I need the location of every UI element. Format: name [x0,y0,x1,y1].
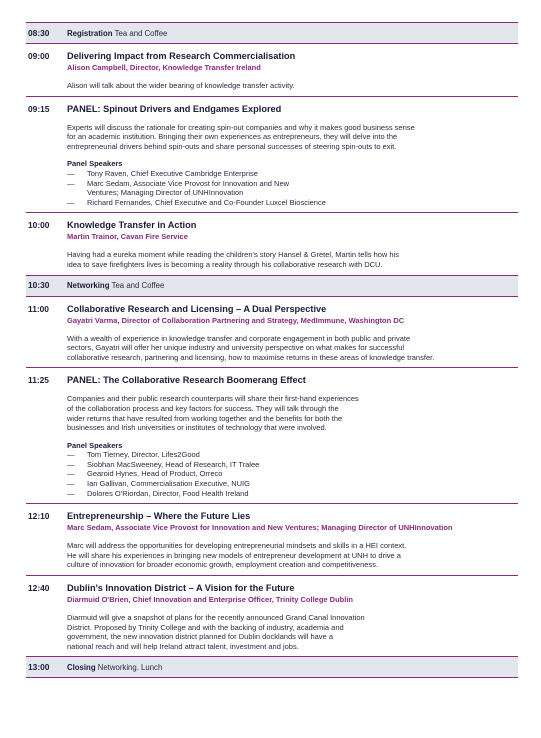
session-title: PANEL: The Collaborative Research Boomerang Effect [67,375,306,386]
session-content [67,582,518,651]
session-content [67,23,518,44]
description-line: With a wealth of experience in knowledge transfer and corporate engagement in both public and private [67,333,411,343]
session-content [67,275,518,296]
panel-speaker [67,179,516,198]
description-line: Having had a eureka moment while reading the children's story Hansel & Gretel, Martin tells how his [67,250,400,260]
panel-speaker-line: Tom Tierney, Director, Lifes2Good [87,450,200,460]
description-line: culture of innovation for broader economic growth, employment creation and competitiveness. [67,560,378,570]
description-line: businesses and Irish universities or institutes of technology that were involved. [67,423,327,433]
session-content [67,510,518,570]
panel-speaker [67,489,516,499]
session-time: 10:00 [28,220,50,231]
agenda-row [26,576,518,657]
session-speaker: Martin Trainor, Cavan Fire Service [67,232,188,242]
agenda-table [26,22,518,678]
agenda-row [26,368,518,504]
session-time: 12:10 [28,511,50,522]
panel-speaker-list [67,450,516,498]
panel-speaker-line: Richard Fernandes, Chief Executive and Co-Founder Luxcel Bioscience [87,197,326,207]
session-description [67,541,516,570]
panel-speaker-line: Marc Sedam, Associate Vice Provost for Innovation and New [87,178,290,188]
session-description [67,394,516,432]
agenda-row [26,23,518,44]
description-line: for an academic institution. Bringing their own experiences as entrepreneurs, they will delve into the [67,132,398,142]
agenda-row [26,97,518,214]
list-dash: — [67,450,75,460]
description-line: idea to save firefighters lives is becoming a reality through his collaborative research with DCU. [67,259,383,269]
session-time: 12:40 [28,583,50,594]
description-line: Diarmuid will give a snapshot of plans for the recently announced Grand Canal Innovation [67,613,365,623]
description-line: government, the new innovation district planned for Dublin docklands will have a [67,632,333,642]
description-line: collaborative research, partnering and licensing, how to maximise returns in these areas of knowledge transfer. [67,352,435,362]
agenda-row [26,44,518,97]
session-label: Registration [67,28,113,38]
session-description [67,81,516,91]
session-content [67,374,518,498]
session-content [67,657,518,678]
panel-speakers-heading: Panel Speakers [67,159,123,169]
description-line: Marc will address the opportunities for developing entrepreneurial mindsets and skills in a HEI context. [67,541,407,551]
panel-speaker-text [87,198,326,208]
panel-speaker-line: Dolores O'Riordan, Director, Food Health Ireland [87,488,249,498]
session-time: 13:00 [28,661,50,672]
panel-speaker-line: Ventures; Managing Director of UNHInnovation [87,188,244,198]
panel-speaker [67,198,516,208]
session-content [67,303,518,363]
session-detail: Tea and Coffee [111,281,165,291]
description-line: wider returns that have resulted from working together and the benefits for both the [67,413,343,423]
session-content [67,219,518,269]
panel-speaker-text [87,460,259,470]
description-line: entrepreneurial drivers behind spin-outs and share personal successes of steering spin-outs to exit. [67,141,397,151]
description-line: sectors, Gayatri will offer her unique industry and university perspective on what makes for successful [67,343,405,353]
session-label: Networking [67,281,110,291]
panel-speaker-line: Gearoid Hynes, Head of Product, Orreco [87,469,223,479]
session-speaker: Gayatri Varma, Director of Collaboration Partnering and Strategy, MedImmune, Washington DC [67,315,405,325]
agenda-row [26,213,518,275]
session-title: Delivering Impact from Research Commercialisation [67,51,296,61]
session-content [67,103,518,208]
agenda-row [26,276,518,297]
panel-speaker [67,450,516,460]
session-title: Entrepreneurship – Where the Future Lies [67,511,251,522]
panel-speaker-text [87,469,222,479]
session-time: 10:30 [28,280,50,291]
session-description [67,334,516,363]
session-time: 09:15 [28,103,50,114]
panel-speaker-text [87,169,258,179]
list-dash: — [67,459,75,469]
panel-speaker-text [87,179,289,198]
session-title: PANEL: Spinout Drivers and Endgames Explored [67,103,282,114]
session-speaker: Alison Campbell, Director, Knowledge Transfer Ireland [67,63,261,72]
session-title: Dublin's Innovation District – A Vision for the Future [67,583,295,594]
description-line: District. Proposed by Trinity College and with the backing of industry, academia and [67,622,344,632]
session-time: 08:30 [28,27,50,38]
agenda-row [26,297,518,369]
description-line: Alison will talk about the wider bearing of knowledge transfer activity. [67,81,295,90]
session-title: Collaborative Research and Licensing – A Dual Perspective [67,303,327,314]
list-dash: — [67,178,75,188]
session-time: 11:25 [28,375,49,386]
session-time: 09:00 [28,51,50,61]
panel-speaker-text [87,479,250,489]
agenda-row [26,504,518,576]
description-line: national reach and will help Ireland attract talent, investment and jobs. [67,641,299,651]
list-dash: — [67,197,75,207]
description-line: Experts will discuss the rationale for creating spin-out companies and why it makes good business sense [67,122,415,132]
panel-speaker-text [87,489,249,499]
panel-speaker [67,469,516,479]
list-dash: — [67,168,75,178]
panel-speaker [67,460,516,470]
panel-speaker [67,479,516,489]
session-title: Knowledge Transfer in Action [67,220,197,231]
panel-speaker-line: Ian Gallivan, Commercialisation Executive, NUIG [87,479,250,489]
session-detail: Tea and Coffee [114,28,168,38]
description-line: He will share his experiences in bringing new models of entrepreneur development at UNH to drive a [67,550,401,560]
panel-speaker [67,169,516,179]
session-description [67,250,516,269]
panel-speaker-line: Siobhan MacSweeney, Head of Research, IT Tralee [87,459,260,469]
panel-speaker-text [87,450,200,460]
session-label: Closing [67,662,96,672]
panel-speaker-line: Tony Raven, Chief Executive Cambridge Enterprise [87,168,258,178]
session-speaker: Marc Sedam, Associate Vice Provost for Innovation and New Ventures; Managing Director of UNHInnovation [67,523,453,533]
description-line: of the collaboration process and key factors for success. They will talk through the [67,403,339,413]
agenda-row [26,657,518,678]
session-time: 11:00 [28,303,49,314]
list-dash: — [67,469,75,479]
panel-speakers-heading: Panel Speakers [67,440,123,450]
list-dash: — [67,488,75,498]
session-description [67,613,516,651]
session-speaker: Diarmuid O'Brien, Chief Innovation and Enterprise Officer, Trinity College Dublin [67,595,353,605]
panel-speaker-list [67,169,516,207]
session-detail: Networking. Lunch [97,662,163,672]
description-line: Companies and their public research counterparts will share their first-hand experiences [67,394,359,404]
session-description [67,123,516,152]
session-content [67,50,518,91]
list-dash: — [67,479,75,489]
